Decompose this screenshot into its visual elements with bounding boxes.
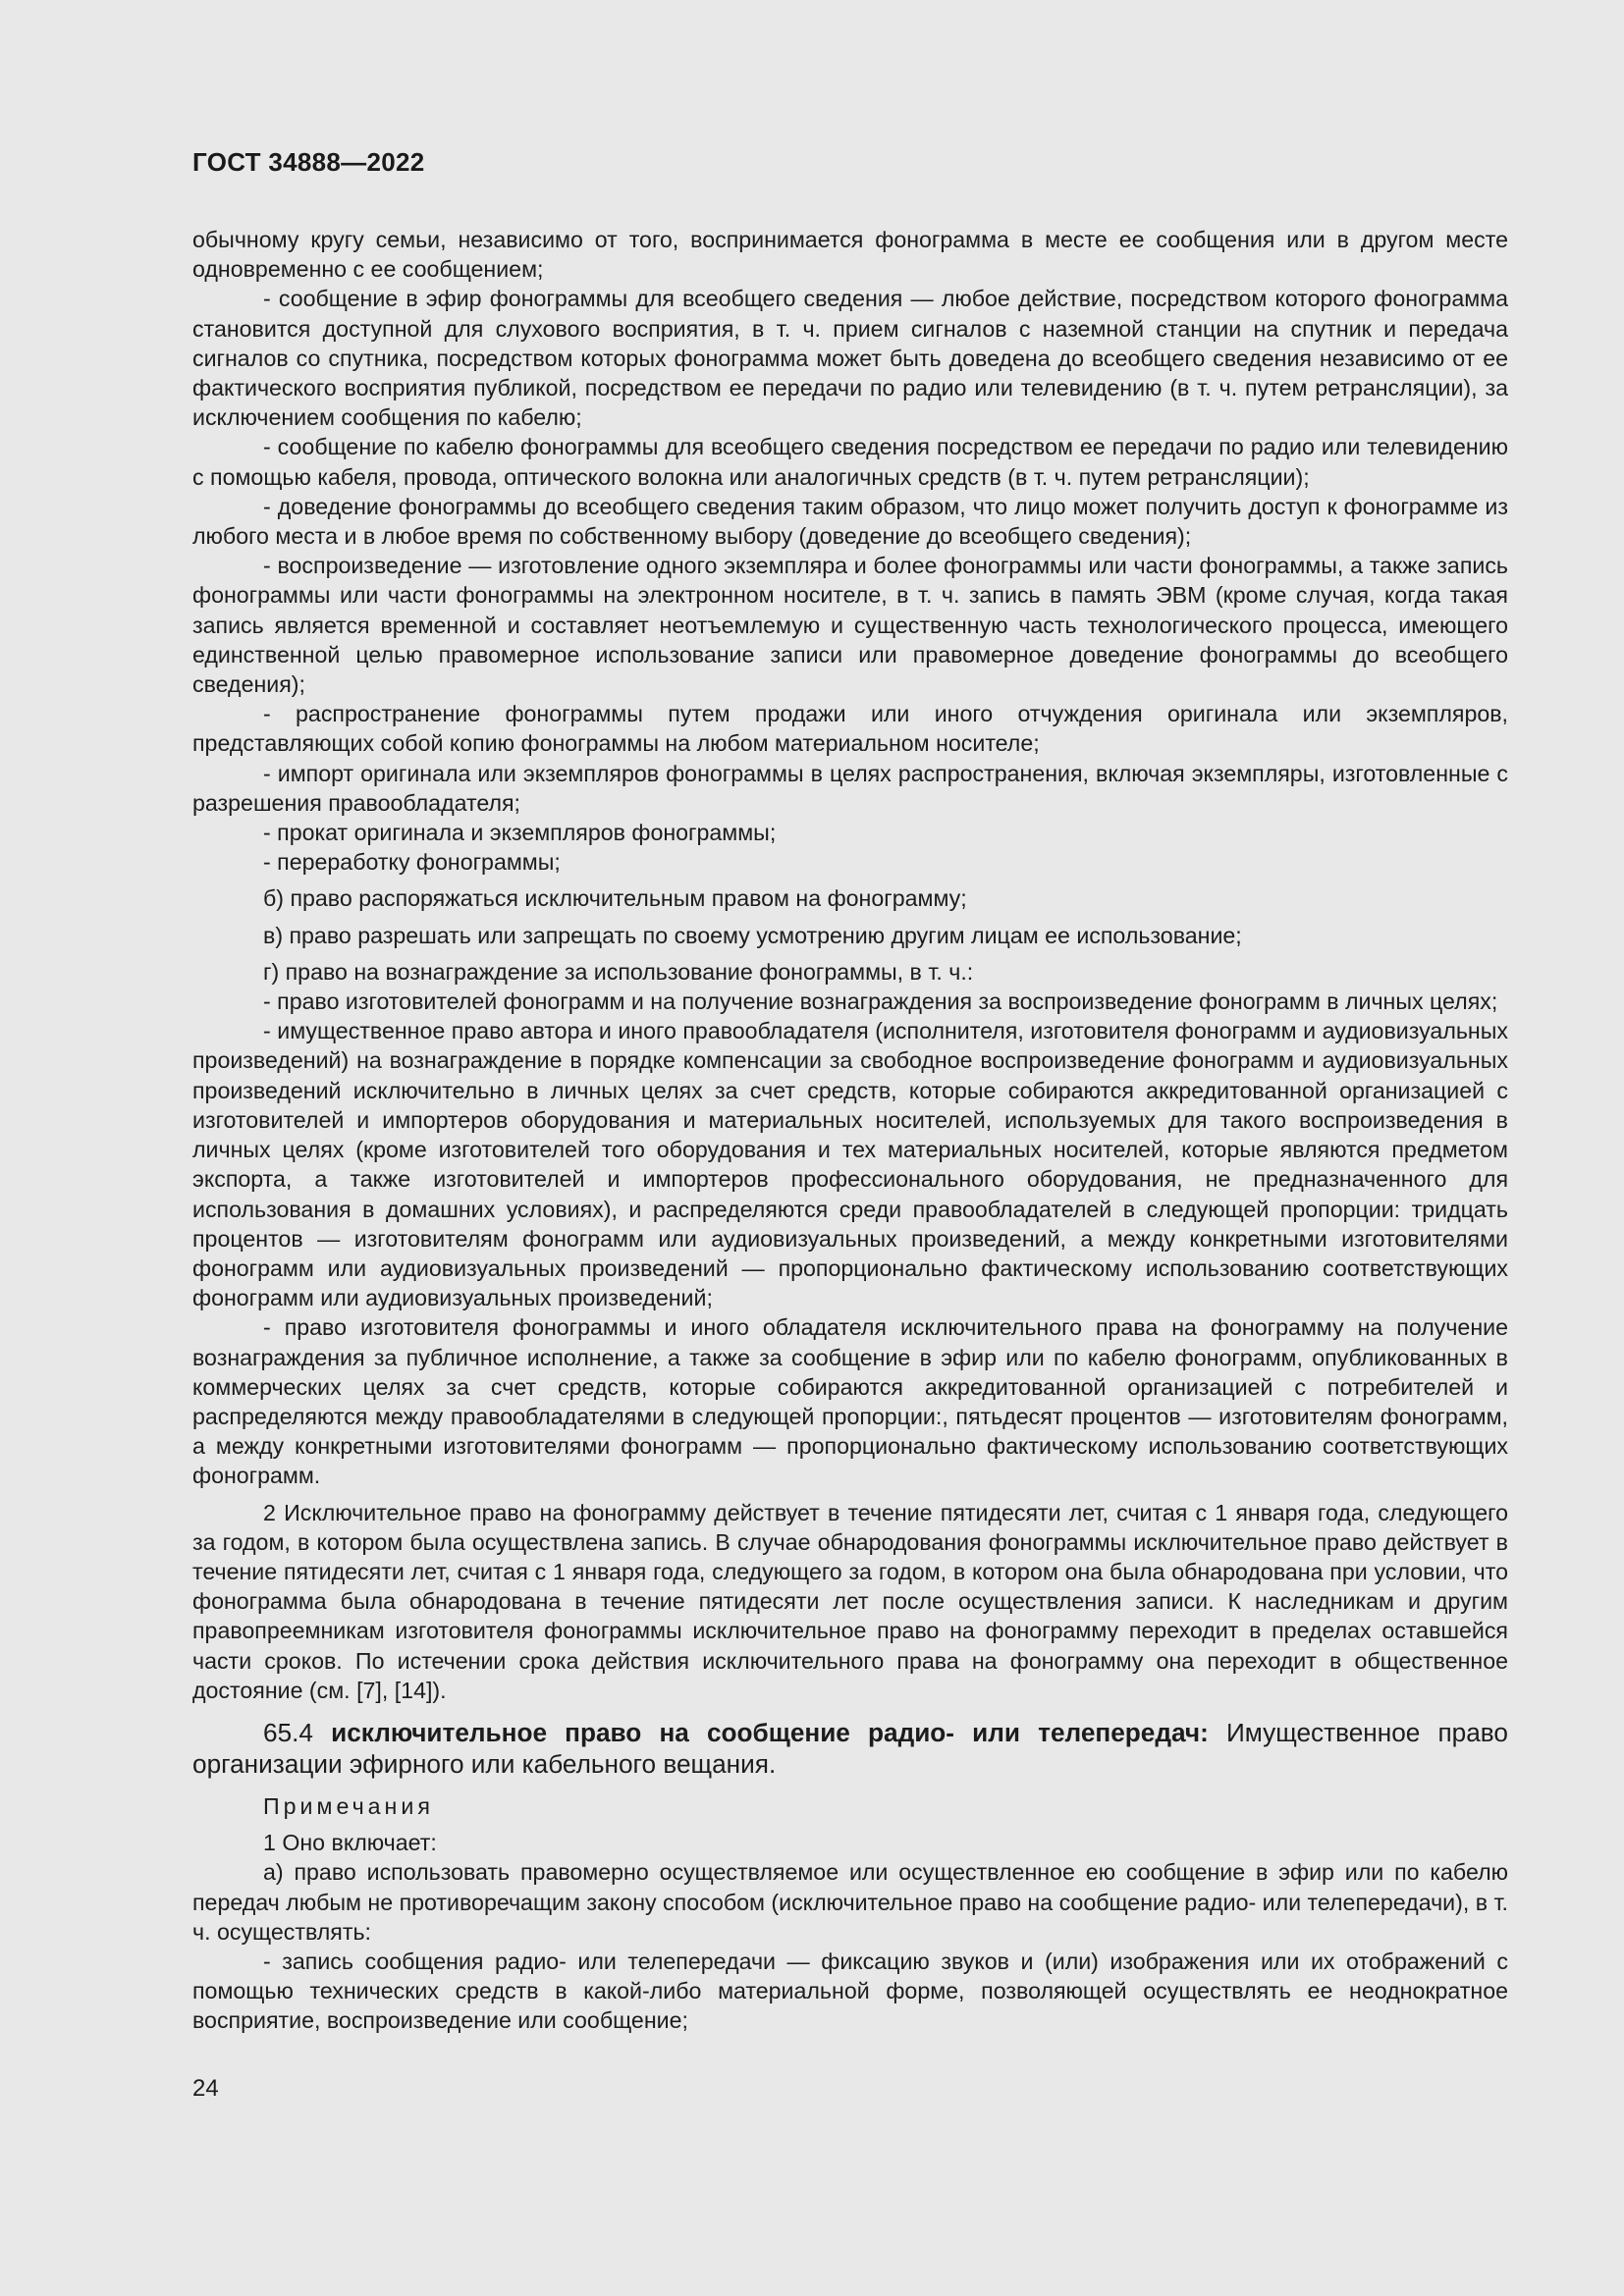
list-item: - импорт оригинала или экземпляров фонограммы в целях распространения, включая экземпляры, изготовленные с разрешения правообладателя; — [192, 760, 1508, 816]
list-item: - доведение фонограммы до всеобщего сведения таким образом, что лицо может получить доступ к фонограмме из любого места и в любое время по собственному выбору (доведение до всеобщего сведения); — [192, 493, 1508, 550]
page-number: 24 — [192, 2075, 219, 2102]
body-paragraph: 2 Исключительное право на фонограмму действует в течение пятидесяти лет, считая с 1 января года, следующего за годом, в котором была осуществлена запись. В случае обнародования фонограммы исключительное право действует в течение пятидесяти лет, считая с 1 января года, следующего за годом, в котором она была обнародована при условии, что фонограмма была обнародована в течение пятидесяти лет после осуществления записи. К наследникам и другим правопреемникам изготовителя фонограммы исключительное право на фонограмму переходит в пределах оставшейся части сроков. По истечении срока действия исключительного права на фонограмму она переходит в общественное достояние (см. [7], [14]). — [192, 1499, 1508, 1703]
document-header: ГОСТ 34888—2022 — [192, 147, 425, 177]
list-item: - право изготовителей фонограмм и на получение вознаграждения за воспроизведение фонограмм в личных целях; — [263, 988, 1498, 1015]
notes-heading: Примечания — [263, 1792, 434, 1819]
list-item: - распространение фонограммы путем продажи или иного отчуждения оригинала или экземпляров, представляющих собой копию фонограммы на любом материальном носителе; — [192, 701, 1508, 757]
list-item: - прокат оригинала и экземпляров фонограммы; — [263, 820, 777, 846]
note-item: а) право использовать правомерно осуществляемое или осуществленное ею сообщение в эфир или по кабелю передач любым не противоречащим закону способом (исключительное право на сообщение радио- или телепередачи), в т. ч. осуществлять: — [192, 1859, 1508, 1945]
document-body — [192, 225, 1508, 2036]
list-item: - воспроизведение — изготовление одного экземпляра и более фонограммы или части фонограммы, а также запись фонограммы или части фонограммы на электронном носителе, в т. ч. запись в память ЭВМ (кроме случая, когда такая запись является временной и составляет неотъемлемую и существенную часть технологического процесса, имеющего единственной целью правомерное использование записи или правомерное доведение фонограммы до всеобщего сведения); — [192, 553, 1508, 698]
list-item: - сообщение по кабелю фонограммы для всеобщего сведения посредством ее передачи по радио или телевидению с помощью кабеля, провода, оптического волокна или аналогичных средств (в т. ч. путем ретрансляции); — [192, 434, 1508, 490]
list-item: г) право на вознаграждение за использование фонограммы, в т. ч.: — [263, 958, 974, 985]
list-item: - переработку фонограммы; — [263, 849, 561, 876]
list-item: - имущественное право автора и иного правообладателя (исполнителя, изготовителя фонограмм и аудиовизуальных произведений) на вознаграждение в порядке компенсации за свободное воспроизведение фонограмм и аудиовизуальных произведений исключительно в личных целях за счет средств, которые собираются аккредитованной организацией с изготовителей и импортеров оборудования и материальных носителей, используемых для такого воспроизведения в личных целях (кроме изготовителей того оборудования и тех материальных носителей, которые являются предметом экспорта, а также изготовителей и импортеров профессионального оборудования, не предназначенного для использования в домашних условиях), и распределяются среди правообладателей в следующей пропорции: тридцать процентов — изготовителям фонограмм или аудиовизуальных произведений, а между конкретными изготовителями фонограмм или аудиовизуальных произведений — пропорционально фактическому использованию соответствующих фонограмм или аудиовизуальных произведений; — [192, 1018, 1508, 1311]
note-item: - запись сообщения радио- или телепередачи — фиксацию звуков и (или) изображения или их отображений с помощью технических средств в какой-либо материальной форме, позволяющей осуществлять ее неоднократное восприятие, воспроизведение или сообщение; — [192, 1948, 1508, 2034]
list-item: б) право распоряжаться исключительным правом на фонограмму; — [263, 885, 967, 912]
term-definition — [192, 1717, 1508, 1780]
list-item: в) право разрешать или запрещать по своему усмотрению другим лицам ее использование; — [263, 922, 1242, 948]
term-text: Имущественное право организации эфирного или кабельного вещания. — [192, 1717, 1508, 1779]
term-title: исключительное право на сообщение радио- или телепередач: — [331, 1717, 1209, 1747]
term-number: 65.4 — [263, 1717, 313, 1747]
list-item: - право изготовителя фонограммы и иного обладателя исключительного права на фонограмму на получение вознаграждения за публичное исполнение, а также за сообщение в эфир или по кабелю фонограмм, опубликованных в коммерческих целях за счет средств, которые собираются аккредитованной организацией с потребителей и распределяются между правообладателями в следующей пропорции:, пятьдесят процентов — изготовителям фонограмм, а между конкретными изготовителями фонограмм — пропорционально фактическому использованию соответствующих фонограмм. — [192, 1314, 1508, 1489]
note-item: 1 Оно включает: — [263, 1830, 437, 1856]
list-item: - сообщение в эфир фонограммы для всеобщего сведения — любое действие, посредством которого фонограмма становится доступной для слухового восприятия, в т. ч. прием сигналов с наземной станции на спутник и передача сигналов со спутника, посредством которых фонограмма может быть доведена до всеобщего сведения независимо от ее фактического восприятия публикой, посредством ее передачи по радио или телевидению (в т. ч. путем ретрансляции), за исключением сообщения по кабелю; — [192, 286, 1508, 431]
body-paragraph: обычному кругу семьи, независимо от того, воспринимается фонограмма в месте ее сообщения или в другом месте одновременно с ее сообщением; — [192, 227, 1508, 283]
